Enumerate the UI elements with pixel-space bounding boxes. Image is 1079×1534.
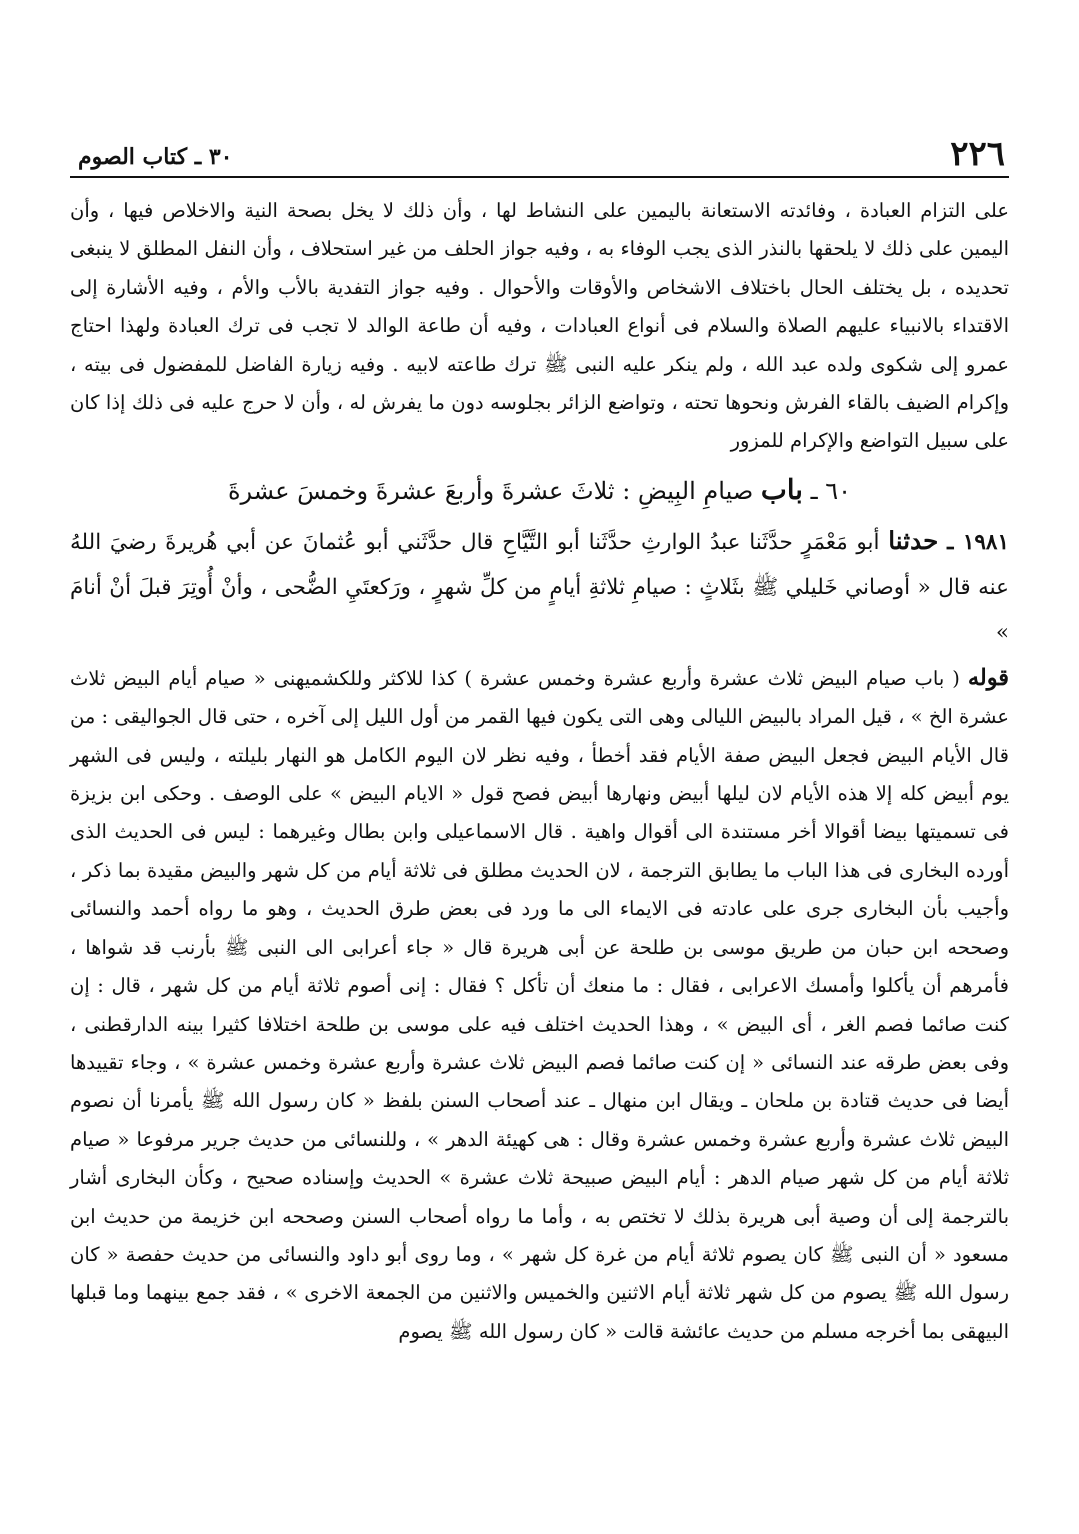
page-header [70,128,1009,178]
chapter-title: صيامِ البِيضِ : ثلاثَ عشرةَ وأربعَ عشرةَ وخمسَ عشرةَ [227,476,754,505]
chapter-heading [70,467,1009,514]
hadith-body: أبو مَعْمَرٍ حدَّثَنا عبدُ الوارثِ حدَّثَنا أبو التَّيَّاحِ قال حدَّثَني أبو عُثمانَ عن أبي هُريرةَ رضيَ اللهُ عنه قال « أوصاني خَليلي ﷺ بثَلاثٍ : صيامِ ثلاثةِ أيامٍ من كلِّ شهرٍ ، ورَكعتَيِ الضُّحى ، وأنْ أُوتِرَ قبلَ أنْ أنامَ » [70,529,1009,645]
page-number: ٢٢٦ [950,134,1005,174]
running-title: ٣٠ ـ كتاب الصوم [78,144,233,170]
commentary-body: ( باب صيام البيض ثلاث عشرة وأربع عشرة وخمس عشرة ) كذا للاكثر وللكشميهنى « صيام أيام البيض ثلاث عشرة الخ » ، قيل المراد بالبيض الليالى وهى التى يكون فيها القمر من أول الليل إلى آخره ، حتى قال الجواليقى : من قال الأيام البيض فجعل البيض صفة الأيام فقد أخطأ ، وفيه نظر لان اليوم الكامل هو النهار بليلته ، وليس فى الشهر يوم أبيض كله إلا هذه الأيام لان ليلها أبيض ونهارها أبيض فصح قول « الايام البيض » على الوصف . وحكى ابن بزيزة فى تسميتها بيضا أقوالا أخر مستندة الى أقوال واهية . قال الاسماعيلى وابن بطال وغيرهما : ليس فى الحديث الذى أورده البخارى فى هذا الباب ما يطابق الترجمة ، لان الحديث مطلق فى ثلاثة أيام من كل شهر والبيض مقيدة بما ذكر ، وأجيب بأن البخارى جرى على عادته فى الايماء الى ما ورد فى بعض طرق الحديث ، وهو ما رواه أحمد والنسائى وصححه ابن حبان من طريق موسى بن طلحة عن أبى هريرة قال « جاء أعرابى الى النبى ﷺ بأرنب قد شواها ، فأمرهم أن يأكلوا وأمسك الاعرابى ، فقال : ما منعك أن تأكل ؟ فقال : إنى أصوم ثلاثة أيام من كل شهر ، قال : إن كنت صائما فصم الغر ، أى البيض » ، وهذا الحديث اختلف فيه على موسى بن طلحة اختلافا كثيرا بينه الدارقطنى ، وفى بعض طرقه عند النسائى « إن كنت صائما فصم البيض ثلاث عشرة وأربع عشرة وخمس عشرة » ، وجاء تقييدها أيضا فى حديث قتادة بن ملحان ـ ويقال ابن منهال ـ عند أصحاب السنن بلفظ « كان رسول الله ﷺ يأمرنا أن نصوم البيض ثلاث عشرة وأربع عشرة وخمس عشرة وقال : هى كهيئة الدهر » ، وللنسائى من حديث جرير مرفوعا « صيام ثلاثة أيام من كل شهر صيام الدهر : أيام البيض صبيحة ثلاث عشرة » الحديث وإسناده صحيح ، وكأن البخارى أشار بالترجمة إلى أن وصية أبى هريرة بذلك لا تختص به ، وأما ما رواه أصحاب السنن وصححه ابن خزيمة من حديث ابن مسعود « أن النبى ﷺ كان يصوم ثلاثة أيام من غرة كل شهر » ، وما روى أبو داود والنسائى من حديث حفصة « كان رسول الله ﷺ يصوم من كل شهر ثلاثة أيام الاثنين والخميس والاثنين من الجمعة الاخرى » ، فقد جمع بينهما وما قبلها البيهقى بما أخرجه مسلم من حديث عائشة قالت « كان رسول الله ﷺ يصوم [70,666,1009,1343]
hadith-number: ١٩٨١ ـ [947,529,1010,555]
chapter-number: ٦٠ ـ [810,476,852,505]
hadith-text [70,518,1009,655]
hadith-keyword: حدثنا [888,525,939,555]
commentary-keyword: قوله [967,664,1009,691]
chapter-keyword: باب [760,472,803,506]
commentary-continued-paragraph: على التزام العبادة ، وفائدته الاستعانة باليمين على النشاط لها ، وأن ذلك لا يخل بصحة النية والاخلاص فيها ، وأن اليمين على ذلك لا يلحقها بالنذر الذى يجب الوفاء به ، وفيه جواز الحلف من غير استحلاف ، وأن النفل المطلق لا ينبغى تحديده ، بل يختلف الحال باختلاف الاشخاص والأوقات والأحوال . وفيه جواز التفدية بالأب والأم ، وفيه الأشارة إلى الاقتداء بالانبياء عليهم الصلاة والسلام فى أنواع العبادات ، وفيه أن طاعة الوالد لا تجب فى ترك العبادة ولهذا احتاج عمرو إلى شكوى ولده عبد الله ، ولم ينكر عليه النبى ﷺ ترك طاعته لابيه . وفيه زيارة الفاضل للمفضول فى بيته ، وإكرام الضيف بالقاء الفرش ونحوها تحته ، وتواضع الزائر بجلوسه دون ما يفرش له ، وأن لا حرج عليه فى ذلك إذا كان على سبيل التواضع والإكرام للمزور [70,199,1009,453]
commentary-paragraph [70,659,1009,1351]
